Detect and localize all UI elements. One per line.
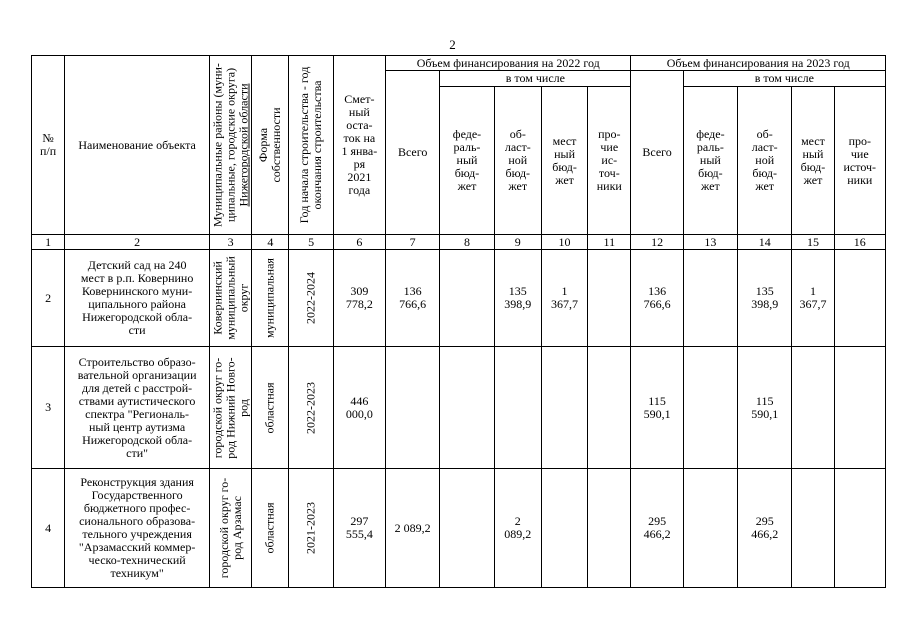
ownership: [252, 250, 289, 347]
header-financing-2022: Объем финансирования на 2022 год: [386, 56, 631, 71]
row-num: 2: [32, 250, 65, 347]
column-number: 3: [210, 235, 252, 250]
federal-2023: [683, 347, 737, 469]
header-financing-2023: Объем финансирования на 2023 год: [631, 56, 886, 71]
ownership-text: областная: [262, 502, 277, 554]
construction-years: [289, 469, 333, 588]
object-name: Детский сад на 240 мест в р.п. Ковернино Ковернинского муни- ципального района Нижегородской обла- сти: [65, 250, 210, 347]
column-number: 14: [738, 235, 792, 250]
header-ownership-text: Форма собственности: [256, 107, 284, 183]
estimated-balance: 309 778,2: [333, 250, 385, 347]
column-number: 5: [289, 235, 333, 250]
header-municipality: [210, 56, 252, 235]
regional-2022: 135 398,9: [494, 250, 541, 347]
header-total-2022: Всего: [386, 71, 440, 235]
header-years-text: Год начала строительства - год окончания строительства: [297, 66, 325, 224]
header-local-2023: мест ный бюд- жет: [792, 87, 834, 235]
header-total-2023: Всего: [631, 71, 683, 235]
total-2022: [386, 347, 440, 469]
local-2023: [792, 469, 834, 588]
column-number-row: [32, 235, 886, 250]
row-num: 3: [32, 347, 65, 469]
other-2022: [588, 469, 631, 588]
regional-2023: 115 590,1: [738, 347, 792, 469]
total-2022: 136 766,6: [386, 250, 440, 347]
federal-2022: [440, 469, 494, 588]
header-other-2022: про- чие ис- точ- ники: [588, 87, 631, 235]
construction-years: [289, 250, 333, 347]
federal-2023: [683, 469, 737, 588]
local-2022: [541, 347, 587, 469]
column-number: 6: [333, 235, 385, 250]
local-2022: 1 367,7: [541, 250, 587, 347]
header-federal-2022: феде- раль- ный бюд- жет: [440, 87, 494, 235]
ownership: [252, 347, 289, 469]
other-2023: [834, 469, 885, 588]
column-number: 9: [494, 235, 541, 250]
row-num: 4: [32, 469, 65, 588]
federal-2023: [683, 250, 737, 347]
table-row: [32, 250, 886, 347]
object-name: Реконструкция здания Государственного бюджетного профес- сионального образова- тельного учреждения "Арзамасский коммер- ческо-технический техникум": [65, 469, 210, 588]
estimated-balance: 297 555,4: [333, 469, 385, 588]
column-number: 11: [588, 235, 631, 250]
regional-2022: [494, 347, 541, 469]
header-federal-2023: феде- раль- ный бюд- жет: [683, 87, 737, 235]
other-2022: [588, 347, 631, 469]
header-municipality-line-1: Муниципальные районы (муни-: [210, 63, 225, 227]
total-2022: 2 089,2: [386, 469, 440, 588]
column-number: 1: [32, 235, 65, 250]
total-2023: 115 590,1: [631, 347, 683, 469]
header-including-2022: в том числе: [440, 71, 631, 87]
construction-financing-table: [31, 55, 886, 588]
header-local-2022: мест ный бюд- жет: [541, 87, 587, 235]
estimated-balance: 446 000,0: [333, 347, 385, 469]
table-row: [32, 469, 886, 588]
page-number: 2: [449, 37, 456, 52]
local-2023: 1 367,7: [792, 250, 834, 347]
ownership: [252, 469, 289, 588]
local-2022: [541, 469, 587, 588]
header-estimated-balance: Смет- ный оста- ток на 1 янва- ря 2021 года: [333, 56, 385, 235]
municipality: [210, 469, 252, 588]
total-2023: 136 766,6: [631, 250, 683, 347]
header-object-name: Наименование объекта: [65, 56, 210, 235]
total-2023: 295 466,2: [631, 469, 683, 588]
municipality-text: городской округ го- род Арзамас: [216, 477, 244, 579]
federal-2022: [440, 250, 494, 347]
other-2022: [588, 250, 631, 347]
header-num: № п/п: [32, 56, 65, 235]
regional-2023: 295 466,2: [738, 469, 792, 588]
column-number: 16: [834, 235, 885, 250]
column-number: 10: [541, 235, 587, 250]
other-2023: [834, 250, 885, 347]
column-number: 2: [65, 235, 210, 250]
column-number: 8: [440, 235, 494, 250]
table-row: [32, 347, 886, 469]
header-ownership: [252, 56, 289, 235]
municipality: [210, 347, 252, 469]
construction-years-text: 2021-2023: [303, 502, 318, 554]
construction-years-text: 2022-2023: [303, 381, 318, 434]
header-row-1: [32, 56, 886, 71]
ownership-text: областная: [262, 382, 277, 433]
construction-years: [289, 347, 333, 469]
header-including-2023: в том числе: [683, 71, 885, 87]
column-number: 4: [252, 235, 289, 250]
header-other-2023: про- чие источ- ники: [834, 87, 885, 235]
header-municipality-line-2: ципальные, городские округа): [223, 67, 238, 223]
column-number: 12: [631, 235, 683, 250]
federal-2022: [440, 347, 494, 469]
column-number: 15: [792, 235, 834, 250]
column-number: 7: [386, 235, 440, 250]
construction-years-text: 2022-2024: [303, 272, 318, 324]
object-name: Строительство образо- вательной организации для детей с расстрой- ствами аутистического спектра "Региональ- ный центр аутизма Нижегородской обла- сти": [65, 347, 210, 469]
regional-2022: 2 089,2: [494, 469, 541, 588]
ownership-text: муниципальная: [262, 258, 277, 338]
column-number: 13: [683, 235, 737, 250]
municipality: [210, 250, 252, 347]
local-2023: [792, 347, 834, 469]
municipality-text: Ковернинский муниципальный округ: [210, 256, 251, 340]
header-regional-2023: об- ласт- ной бюд- жет: [738, 87, 792, 235]
header-municipality-line-3: Нижегородской области: [236, 83, 251, 207]
municipality-text: городской округ го- род Нижний Новго- род: [210, 356, 251, 459]
other-2023: [834, 347, 885, 469]
header-years: [289, 56, 333, 235]
header-regional-2022: об- ласт- ной бюд- жет: [494, 87, 541, 235]
regional-2023: 135 398,9: [738, 250, 792, 347]
